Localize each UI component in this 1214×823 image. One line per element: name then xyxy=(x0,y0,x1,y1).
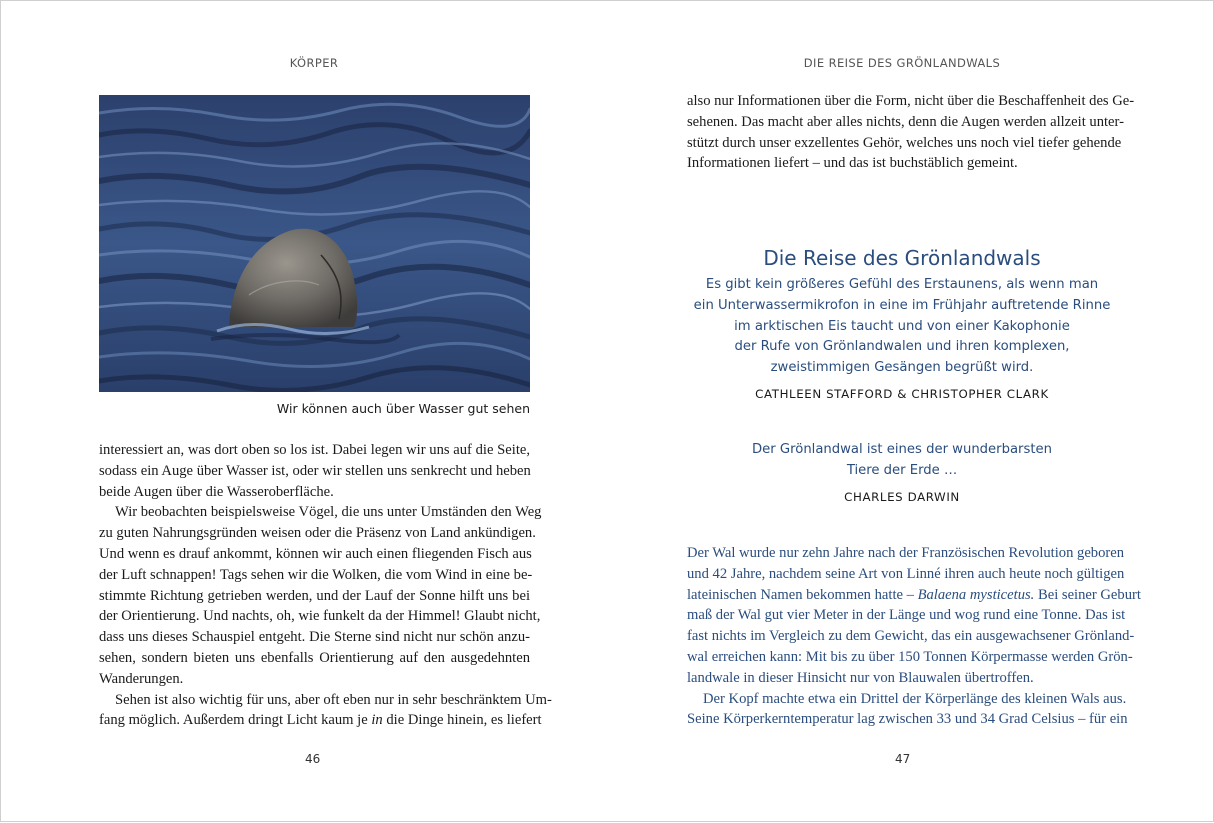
quote-line: Der Grönlandwal ist eines der wunderbarsten xyxy=(752,442,1052,457)
quote-line: im arktischen Eis taucht und von einer Kakophonie xyxy=(734,318,1070,334)
quote-line: Tiere der Erde … xyxy=(846,462,958,478)
photo-caption: Wir können auch über Wasser gut sehen xyxy=(276,401,530,416)
right-top-text xyxy=(687,91,1135,174)
quote-line: Es gibt kein größeres Gefühl des Erstaunens, als wenn man xyxy=(705,277,1099,292)
text-run: fang möglich. Außerdem dringt Licht kaum je xyxy=(99,712,372,729)
text-line: und 42 Jahre, nachdem seine Art von Linné ihren auch heute noch gültigen xyxy=(687,565,1125,582)
paragraph xyxy=(687,689,1128,731)
text-run: lateinischen Namen bekommen hatte – xyxy=(687,586,918,603)
paragraph xyxy=(99,502,542,689)
text-line: Der Kopf machte etwa ein Drittel der Körperlänge des kleinen Wals aus. xyxy=(703,690,1127,707)
whale-photo xyxy=(99,95,530,392)
quote-attribution: CHARLES DARWIN xyxy=(844,489,960,504)
text-line: der Orientierung. Und nachts, oh, wie funkelt da der Himmel! Glaubt nicht, xyxy=(99,608,541,625)
text-line: stimmte Richtung getrieben werden, und der Lauf der Sonne hilft uns bei xyxy=(99,587,530,604)
text-line: Der Wal wurde nur zehn Jahre nach der Französischen Revolution geboren xyxy=(687,545,1125,561)
right-page xyxy=(608,1,1214,823)
quote-line: der Rufe von Grönlandwalen und ihren komplexen, xyxy=(734,339,1070,355)
text-line: maß der Wal gut vier Meter in der Länge und wog rund eine Tonne. Das ist xyxy=(687,607,1126,624)
text-line: Wanderungen. xyxy=(99,670,184,687)
left-body-text xyxy=(99,440,552,731)
emphasis-run: Balaena mysticetus. xyxy=(917,586,1035,603)
text-line: Informationen liefert – und das ist buchstäblich gemeint. xyxy=(687,155,1018,172)
paragraph xyxy=(687,543,1141,689)
emphasis-run: in xyxy=(371,712,383,729)
right-bottom-text xyxy=(687,543,1141,730)
text-line: also nur Informationen über die Form, nicht über die Beschaffenheit des Ge- xyxy=(687,93,1135,109)
text-line: Sehen ist also wichtig für uns, aber oft eben nur in sehr beschränktem Um- xyxy=(115,691,552,708)
page-number-right: 47 xyxy=(895,752,911,766)
text-line: der Luft schnappen! Tags sehen wir die Wolken, die vom Wind in eine be- xyxy=(99,566,533,583)
left-page xyxy=(1,1,608,823)
text-line: dass uns dieses Schauspiel entgeht. Die Sterne sind nicht nur schön anzu- xyxy=(99,629,530,646)
text-line: interessiert an, was dort oben so los ist. Dabei legen wir uns auf die Seite, xyxy=(99,442,530,458)
paragraph xyxy=(99,690,552,732)
text-line: zu guten Nahrungsgründen weisen oder die Präsenz von Land ankündigen. xyxy=(99,525,536,542)
epigraph-quote-stafford-clark xyxy=(608,275,1196,405)
paragraph xyxy=(99,440,530,502)
text-line xyxy=(687,585,1141,606)
page-number-left: 46 xyxy=(305,752,321,766)
quote-line: zweistimmigen Gesängen begrüßt wird. xyxy=(770,360,1034,376)
text-line: wal erreichen kann: Mit bis zu über 150 Tonnen Körpermasse werden Grön- xyxy=(687,648,1133,665)
text-line: Seine Körperkerntemperatur lag zwischen 33 und 34 Grad Celsius – für ein xyxy=(687,711,1128,728)
whale-photo-illustration xyxy=(99,95,530,392)
text-line: sodass ein Auge über Wasser ist, oder wir stellen uns senkrecht und heben xyxy=(99,462,531,479)
text-line: fast nichts im Vergleich zu dem Gewicht, das ein ausgewachsener Grönland- xyxy=(687,628,1135,645)
section-title: Die Reise des Grönlandwals xyxy=(763,245,1041,270)
paragraph xyxy=(687,91,1135,174)
text-line: Und wenn es drauf ankommt, können wir auch einen fliegenden Fisch aus xyxy=(99,545,532,562)
text-line: sehen, sondern bieten uns ebenfalls Orientierung auf den ausgedehnten xyxy=(99,649,530,666)
running-head-right: DIE REISE DES GRÖNLANDWALS xyxy=(803,56,1001,70)
quote-attribution: CATHLEEN STAFFORD & CHRISTOPHER CLARK xyxy=(755,386,1049,401)
text-line: beide Augen über die Wasseroberfläche. xyxy=(99,483,334,500)
text-line: landwale in dieser Hinsicht nur von Blauwalen übertroffen. xyxy=(687,669,1034,686)
running-head-left: KÖRPER xyxy=(289,56,339,70)
text-line: stützt durch unser exzellentes Gehör, welches uns noch viel tiefer gehende xyxy=(687,134,1122,151)
text-run: die Dinge hinein, es liefert xyxy=(382,712,542,729)
quote-line: ein Unterwassermikrofon in eine im Frühjahr auftretende Rinne xyxy=(693,297,1111,313)
text-run: Bei seiner Geburt xyxy=(1034,586,1141,603)
text-line: Wir beobachten beispielsweise Vögel, die uns unter Umständen den Weg xyxy=(115,504,542,521)
epigraph-quote-darwin xyxy=(608,440,1196,507)
text-line xyxy=(99,710,542,731)
text-line: sehenen. Das macht aber alles nichts, denn die Augen werden allzeit unter- xyxy=(687,113,1124,130)
